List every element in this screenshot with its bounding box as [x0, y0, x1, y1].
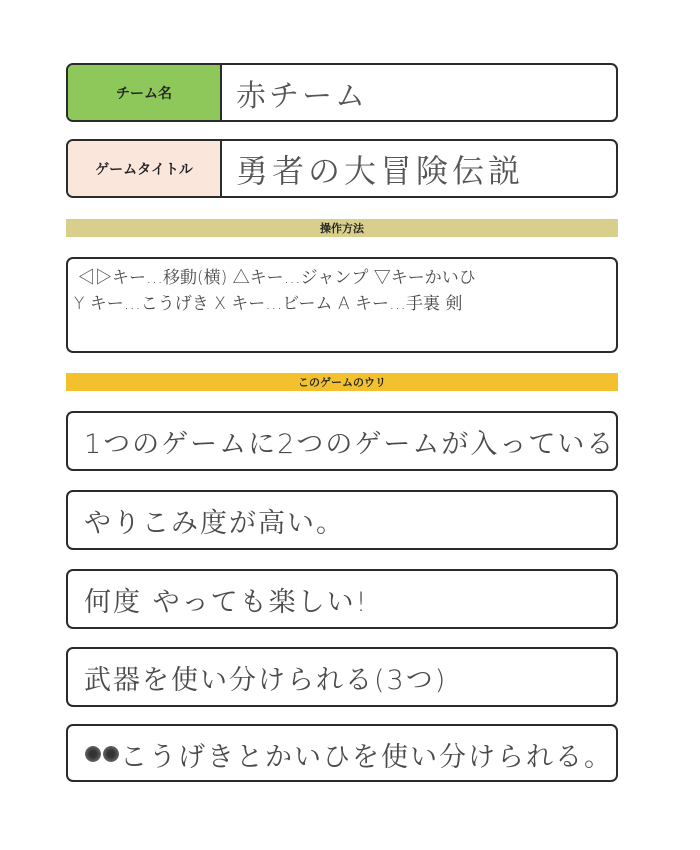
game-title-value: 勇者の大冒険伝説: [236, 151, 525, 190]
team-name-row: [66, 63, 618, 122]
scribble-mark: [103, 746, 119, 762]
selling-point-text: 何度 やっても楽しい!: [84, 586, 369, 618]
selling-point-1: [66, 411, 618, 471]
game-title-label: ゲームタイトル: [68, 141, 222, 196]
scribble-mark: [85, 746, 101, 762]
controls-box: [66, 257, 618, 353]
selling-points-header-text: このゲームのウリ: [298, 376, 386, 389]
selling-point-text: 武器を使い分けられる(3つ): [84, 664, 448, 696]
game-title-row: [66, 139, 618, 198]
team-name-value: 赤チーム: [236, 78, 368, 114]
selling-point-2: [66, 490, 618, 550]
selling-point-text: [68, 726, 616, 782]
selling-point-3: [66, 569, 618, 629]
team-name-label: チーム名: [68, 65, 222, 120]
controls-line-1: ◁▷キー…移動(横) △キー…ジャンプ ▽キーかいひ: [78, 268, 476, 288]
controls-line-2: Y キー…こうげき X キー…ビーム A キー…手裏 剣: [74, 294, 463, 314]
selling-point-5: [66, 724, 618, 782]
controls-header: [66, 219, 618, 237]
selling-points-header: [66, 373, 618, 391]
selling-point-text: やりこみ度が高い。: [84, 507, 345, 539]
selling-point-4: [66, 647, 618, 707]
controls-header-text: 操作方法: [320, 222, 364, 235]
selling-point-5-text: こうげきとかいひを使い分けられる。: [120, 741, 613, 773]
selling-point-text: 1つのゲームに2つのゲームが入っている: [84, 428, 616, 460]
